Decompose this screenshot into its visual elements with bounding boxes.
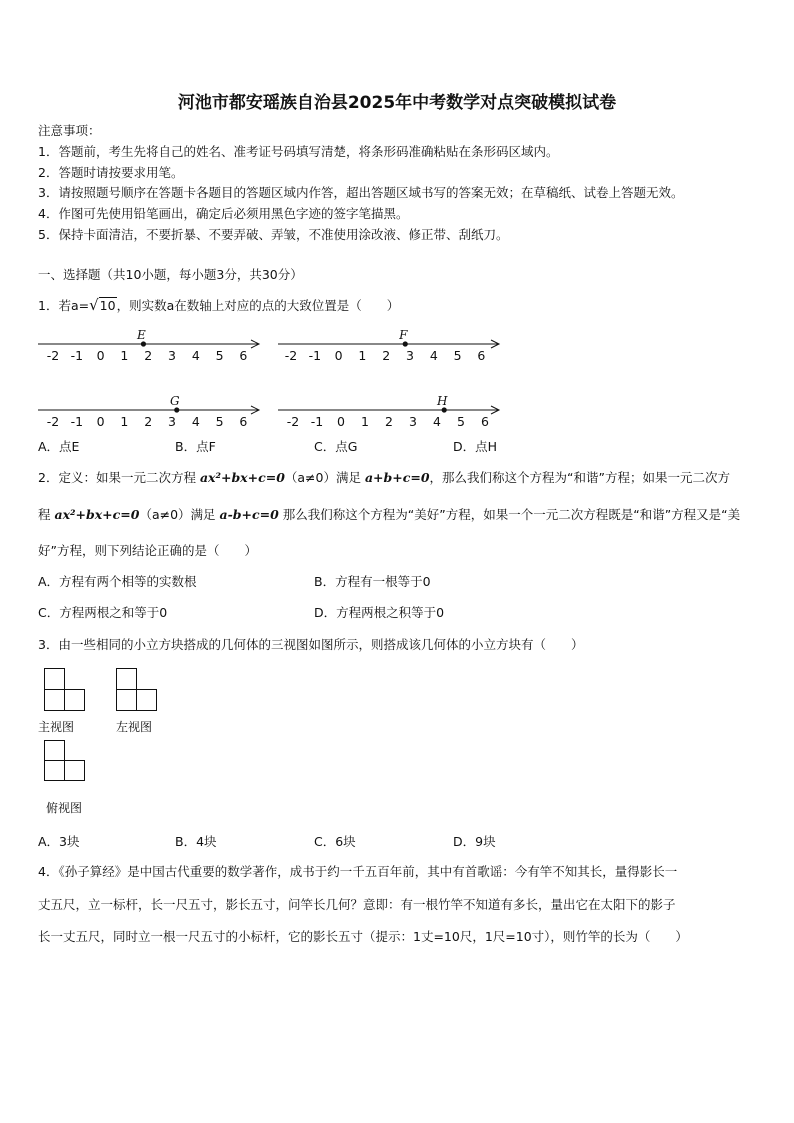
tick-label: -1: [70, 414, 84, 429]
q2-equation: ax²+bx+c=0: [54, 507, 140, 522]
q2-option-d[interactable]: D．方程两根之积等于0: [314, 605, 445, 620]
left-view-figure: [116, 668, 160, 714]
point-label: G: [169, 394, 180, 408]
tick-label: -2: [284, 348, 298, 363]
tick-label: 5: [215, 414, 224, 429]
tick-label: 6: [477, 348, 486, 363]
q1-radicand: 10: [99, 298, 116, 313]
front-view-figure: [44, 668, 88, 714]
q1-option-a[interactable]: A．点E: [38, 439, 80, 454]
question-4-line-2: 丈五尺，立一标杆，长一尺五寸，影长五寸，问竿长几何？意即：有一根竹竿不知道有多长，量出它在太阳下的影子: [38, 897, 676, 912]
number-line-e: [38, 326, 268, 366]
tick-label: 4: [191, 348, 200, 363]
tick-label: -2: [46, 414, 60, 429]
q2-condition: （a≠0）满足: [139, 507, 220, 522]
tick-label: 1: [120, 414, 129, 429]
tick-label: 6: [239, 348, 248, 363]
q3-option-d[interactable]: D．9块: [453, 834, 496, 849]
q2-option-a[interactable]: A．方程有两个相等的实数根: [38, 574, 197, 589]
front-view-label: 主视图: [38, 720, 75, 734]
tick-label: 5: [215, 348, 224, 363]
number-line-h: [278, 392, 508, 432]
sqrt-sign: √: [89, 296, 99, 314]
tick-label: 2: [144, 414, 153, 429]
top-view-label: 俯视图: [46, 801, 83, 815]
q3-option-b[interactable]: B．4块: [175, 834, 217, 849]
page-title: 河池市都安瑶族自治县2025年中考数学对点突破模拟试卷: [177, 93, 617, 113]
point-marker: [403, 341, 408, 346]
q2-sum: a-b+c=0: [219, 507, 279, 522]
q2-option-c[interactable]: C．方程两根之和等于0: [38, 605, 168, 620]
tick-label: 2: [385, 414, 393, 429]
question-1: [38, 296, 399, 314]
question-4-line-1: 4．《孙子算经》是中国古代重要的数学著作，成书于约一千五百年前，其中有首歌谣：今有竿不知其长，量得影长一: [38, 864, 678, 879]
tick-label: 5: [457, 414, 465, 429]
q2-text: 程: [38, 507, 55, 522]
notes-heading: 注意事项：: [38, 123, 101, 138]
note-item: 1．答题前，考生先将自己的姓名、准考证号码填写清楚，将条形码准确粘贴在条形码区域内。: [38, 144, 559, 159]
note-item: 5．保持卡面清洁，不要折暴、不要弄破、弄皱，不准使用涂改液、修正带、刮纸刀。: [38, 227, 509, 242]
number-line-g: [38, 392, 268, 432]
question-4-line-3: 长一丈五尺，同时立一根一尺五寸的小标杆，它的影长五寸（提示：1丈=10尺，1尺=10寸），则竹竿的长为（ ）: [38, 929, 688, 944]
tick-label: -2: [286, 414, 300, 429]
left-view-label: 左视图: [116, 720, 153, 734]
tick-label: -1: [310, 414, 324, 429]
q2-text: 2．定义：如果一元二次方程: [38, 470, 200, 485]
point-marker: [141, 341, 146, 346]
tick-label: 1: [361, 414, 369, 429]
q1-option-c[interactable]: C．点G: [314, 439, 358, 454]
tick-label: 4: [433, 414, 441, 429]
q2-option-b[interactable]: B．方程有一根等于0: [314, 574, 431, 589]
q2-condition: （a≠0）满足: [284, 470, 365, 485]
q3-option-a[interactable]: A．3块: [38, 834, 80, 849]
tick-label: 0: [334, 348, 343, 363]
question-3: 3．由一些相同的小立方块搭成的几何体的三视图如图所示，则搭成该几何体的小立方块有（ ）: [38, 637, 584, 652]
note-item: 2．答题时请按要求用笔。: [38, 165, 184, 180]
tick-label: 2: [382, 348, 391, 363]
tick-label: 0: [337, 414, 345, 429]
q2-sum: a+b+c=0: [364, 470, 430, 485]
tick-label: 4: [429, 348, 438, 363]
question-2-line-2: [38, 505, 740, 523]
tick-label: 6: [239, 414, 248, 429]
tick-label: 6: [481, 414, 489, 429]
tick-label: 5: [453, 348, 462, 363]
tick-label: 0: [96, 348, 105, 363]
point-label: E: [137, 328, 146, 342]
tick-label: -1: [308, 348, 322, 363]
q1-option-d[interactable]: D．点H: [453, 439, 498, 454]
question-2-line-1: [38, 468, 730, 486]
tick-label: 1: [120, 348, 129, 363]
tick-label: 1: [358, 348, 367, 363]
tick-label: -2: [46, 348, 60, 363]
note-item: 3．请按照题号顺序在答题卡各题目的答题区域内作答，超出答题区域书写的答案无效；在草稿纸、试卷上答题无效。: [38, 185, 684, 200]
tick-label: 3: [406, 348, 414, 363]
tick-label: -1: [70, 348, 84, 363]
section-heading: 一、选择题（共10小题，每小题3分，共30分）: [38, 267, 303, 282]
tick-label: 2: [144, 348, 153, 363]
point-marker: [174, 407, 179, 412]
q2-text: ，那么我们称这个方程为“和谐”方程；如果一元二次方: [429, 470, 730, 485]
number-line-f: [278, 326, 508, 366]
top-view-figure: [44, 740, 88, 786]
q2-equation: ax²+bx+c=0: [199, 470, 285, 485]
question-2-line-3: 好”方程，则下列结论正确的是（ ）: [38, 543, 257, 558]
point-label: H: [436, 394, 448, 408]
tick-label: 4: [191, 414, 200, 429]
point-label: F: [399, 328, 408, 342]
q2-text: 那么我们称这个方程为“美好”方程，如果一个一元二次方程既是“和谐”方程又是“美: [278, 507, 741, 522]
tick-label: 3: [168, 348, 176, 363]
note-item: 4．作图可先使用铅笔画出，确定后必须用黑色字迹的签字笔描黑。: [38, 206, 409, 221]
q1-suffix: ，则实数a在数轴上对应的点的大致位置是（ ）: [116, 298, 400, 313]
q3-option-c[interactable]: C．6块: [314, 834, 356, 849]
q1-prefix: 1．若a=: [38, 298, 90, 313]
tick-label: 3: [168, 414, 176, 429]
tick-label: 0: [96, 414, 105, 429]
point-marker: [442, 407, 447, 412]
q1-option-b[interactable]: B．点F: [175, 439, 216, 454]
tick-label: 3: [409, 414, 417, 429]
